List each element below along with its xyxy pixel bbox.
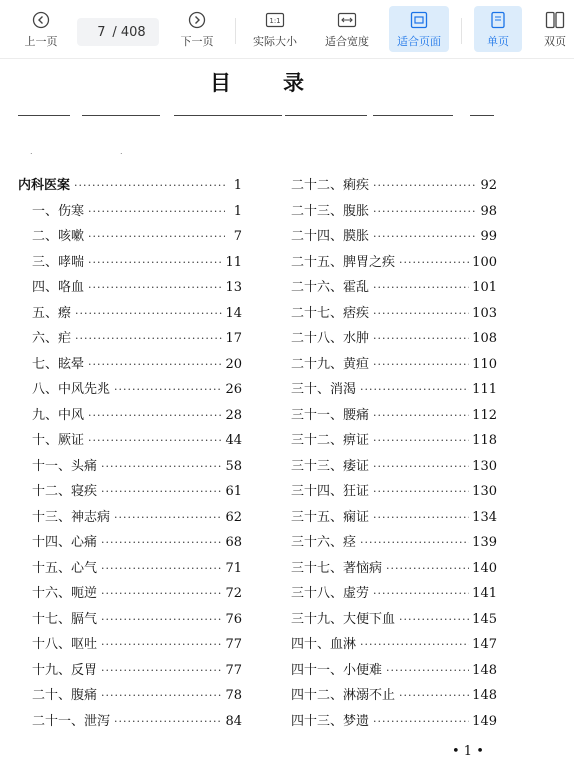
toc-entry[interactable] [18,174,242,200]
toc-entry-page: 145 [472,611,497,627]
viewer-toolbar [0,0,574,59]
fit-page-button[interactable] [389,6,449,52]
toc-entry-page: 76 [225,611,242,627]
toc-entry-page: 1 [233,178,242,193]
toc-entry-label: 三十九、大便下血 [291,611,396,627]
toc-entry-page: 140 [472,560,497,576]
fit-page-icon [409,10,429,30]
toc-entry-page: 118 [472,433,497,448]
toc-leader-dots [399,256,469,269]
toc-entry-label: 一、伤寒 [32,203,85,219]
toc-entry-label: 十七、膈气 [32,611,98,627]
toc-entry[interactable] [291,557,497,583]
actual-size-label: 实际大小 [253,34,297,48]
toc-entry-page: 84 [225,713,242,729]
toc-entry[interactable] [291,608,497,634]
toc-entry-page: 101 [472,280,497,295]
toc-leader-dots [114,511,222,524]
toc-leader-dots [75,307,222,320]
toc-entry-page: 134 [472,509,497,525]
toc-entry-page: 100 [472,254,497,270]
toc-entry-label: 四、咯血 [32,280,85,295]
prev-page-label: 上一页 [24,34,58,48]
toc-entry[interactable] [18,353,242,379]
toc-entry-label: 七、眩晕 [32,356,85,372]
toc-leader-dots [101,664,222,677]
toc-entry-label: 五、瘵 [32,305,72,321]
toc-leader-dots [88,230,225,243]
next-page-button[interactable] [172,6,222,52]
toc-entry[interactable] [18,225,242,251]
toc-entry-label: 三十、消渴 [291,382,357,397]
toc-entry-page: 71 [225,560,242,576]
toc-leader-dots [101,460,222,473]
toc-entry-page: 148 [472,662,497,678]
toc-leader-dots [101,689,222,702]
toc-entry-label: 四十、血淋 [291,637,357,652]
toc-entry-page: 147 [472,637,497,652]
toc-leader-dots [386,562,469,575]
toc-entry-label: 六、疟 [32,331,72,346]
toc-entry-page: 130 [472,484,497,499]
toc-entry-page: 68 [225,535,242,550]
toc-entry[interactable] [291,633,497,659]
toc-entry[interactable] [291,378,497,404]
toc-leader-dots [360,638,469,651]
toc-entry-page: 58 [225,458,242,474]
toc-entry-page: 44 [225,433,242,448]
toc-entry-page: 77 [225,662,242,678]
single-page-label: 单页 [487,34,509,48]
toc-leader-dots [114,383,222,396]
toc-entry[interactable] [291,302,497,328]
toc-entry[interactable] [18,659,242,685]
toc-entry-label: 十五、心气 [32,560,98,576]
toc-leader-dots [88,434,222,447]
toc-entry[interactable] [18,531,242,557]
fit-width-icon [337,10,357,30]
toc-entry-label: 十三、神志病 [32,509,111,525]
toc-entry[interactable] [18,302,242,328]
title-rule [82,115,160,116]
toc-entry[interactable] [291,710,497,736]
toc-entry-page: 141 [472,586,497,601]
toc-entry[interactable] [18,608,242,634]
toc-entry[interactable] [291,353,497,379]
toc-leader-dots [399,613,469,626]
toc-entry[interactable] [18,251,242,277]
toc-entry-page: 17 [225,331,242,346]
toc-entry[interactable] [18,582,242,608]
toc-entry-label: 二十七、痞疾 [291,305,370,321]
toc-entry-page: 148 [472,688,497,703]
toc-entry-page: 26 [225,382,242,397]
toc-entry-page: 112 [472,407,497,423]
toc-entry-page: 98 [480,203,497,219]
toc-entry-label: 二十、腹痛 [32,688,98,703]
toc-leader-dots [373,179,477,192]
double-page-button[interactable] [536,6,574,52]
toc-entry-label: 二十八、水肿 [291,331,370,346]
toc-entry-label: 九、中风 [32,407,85,423]
toc-entry-label: 三十四、狂证 [291,484,370,499]
toc-leader-dots [88,358,222,371]
toc-entry-label: 三十八、虚劳 [291,586,370,601]
toc-leader-dots [373,307,469,320]
toc-leader-dots [101,562,222,575]
page-indicator [77,18,159,46]
toc-leader-dots [101,485,222,498]
toc-entry-page: 13 [225,280,242,295]
toc-entry-page: 108 [472,331,497,346]
toc-entry-label: 二十六、霍乱 [291,280,370,295]
prev-page-button[interactable] [16,6,66,52]
toc-entry-label: 二十四、膜胀 [291,229,370,244]
toc-entry[interactable] [18,506,242,532]
toc-entry-label: 三十二、痹证 [291,433,370,448]
toc-entry-page: 61 [225,484,242,499]
toc-entry-page: 20 [225,356,242,372]
single-page-icon [490,10,506,30]
toc-leader-dots [114,715,222,728]
fit-width-button[interactable] [319,6,375,52]
toc-entry-page: 14 [225,305,242,321]
toc-entry-label: 十八、呕吐 [32,637,98,652]
toc-entry-label: 三十五、痫证 [291,509,370,525]
toc-entry[interactable] [291,327,497,353]
toolbar-divider [461,18,462,44]
toc-entry-label: 四十三、梦遗 [291,713,370,729]
double-page-label: 双页 [544,34,566,48]
toc-entry-label: 十一、头痛 [32,458,98,474]
toc-leader-dots [101,587,222,600]
toc-entry-page: 111 [472,382,497,397]
toc-entry-label: 四十二、淋溺不止 [291,688,396,703]
toc-leader-dots [360,536,469,549]
fit-page-label: 适合页面 [397,34,441,48]
toc-entry-page: 110 [472,356,497,372]
toc-leader-dots [101,613,222,626]
toc-entry-page: 99 [480,229,497,244]
actual-size-icon-text: 1:1 [269,16,281,25]
toc-leader-dots [75,332,222,345]
title-rule [174,115,282,116]
toc-entry[interactable] [18,327,242,353]
double-page-icon [545,10,565,30]
toc-entry-label: 内科医案 [18,178,71,193]
toc-entry-label: 二、咳嗽 [32,229,85,244]
toc-entry[interactable] [291,506,497,532]
toc-entry-label: 十四、心痛 [32,535,98,550]
toc-leader-dots [399,689,469,702]
toc-entry-page: 28 [225,407,242,423]
toc-entry-label: 十九、反胃 [32,662,98,678]
toc-entry[interactable] [18,455,242,481]
toc-leader-dots [88,205,225,218]
toc-entry[interactable] [18,684,242,710]
toc-entry-label: 三十一、腰痛 [291,407,370,423]
toc-entry-label: 三、哮喘 [32,254,85,270]
toc-entry[interactable] [291,582,497,608]
toc-entry-page: 72 [225,586,242,601]
toc-entry-page: 149 [472,713,497,729]
title-rule [470,115,494,116]
toc-entry[interactable] [18,276,242,302]
toc-leader-dots [88,256,222,269]
toc-entry[interactable] [18,557,242,583]
toc-leader-dots [373,205,477,218]
toc-leader-dots [373,230,477,243]
toc-entry-label: 十二、寝疾 [32,484,98,499]
toc-entry[interactable] [291,480,497,506]
toc-entry-label: 二十九、黄疸 [291,356,370,372]
toc-leader-dots [373,460,469,473]
toc-entry-label: 十、厥证 [32,433,85,448]
chevron-right-circle-icon [188,10,206,30]
toc-entry-label: 八、中风先兆 [32,382,111,397]
toc-entry[interactable] [18,200,242,226]
toc-entry[interactable] [291,225,497,251]
toc-entry-page: 7 [233,229,242,244]
toc-entry[interactable] [18,378,242,404]
toc-entry-page: 103 [472,305,497,321]
toc-entry-page: 1 [233,203,242,219]
fit-width-label: 适合宽度 [325,34,369,48]
chevron-left-circle-icon [32,10,50,30]
toc-entry-label: 三十七、著恼病 [291,560,383,576]
toc-entry[interactable] [291,659,497,685]
toolbar-divider [235,18,236,44]
toc-entry-label: 二十三、腹胀 [291,203,370,219]
toc-leader-dots [373,281,469,294]
toc-entry[interactable] [18,404,242,430]
toc-entry-page: 62 [225,509,242,525]
toc-right-column [291,174,497,735]
single-page-button[interactable] [474,6,522,52]
scan-speck: . [120,147,123,156]
toc-leader-dots [101,536,222,549]
page-title: 目录 [210,70,356,95]
actual-size-button[interactable] [247,6,303,52]
toc-entry[interactable] [291,455,497,481]
document-page [0,59,574,757]
toc-leader-dots [373,485,469,498]
toc-entry[interactable] [291,200,497,226]
toc-leader-dots [373,715,469,728]
toc-entry[interactable] [291,531,497,557]
toc-leader-dots [373,358,469,371]
toc-entry[interactable] [291,684,497,710]
toc-leader-dots [360,383,469,396]
toc-leader-dots [373,434,469,447]
toc-entry[interactable] [18,480,242,506]
toc-entry[interactable] [291,251,497,277]
toc-entry-page: 139 [472,535,497,550]
toc-entry-label: 三十三、痿证 [291,458,370,474]
toc-leader-dots [373,409,469,422]
toc-leader-dots [88,281,222,294]
toc-entry[interactable] [291,429,497,455]
title-rule [18,115,70,116]
title-rule [373,115,453,116]
toc-entry-page: 78 [225,688,242,703]
toc-entry-page: 130 [472,458,497,474]
toc-entry-label: 二十二、痢疾 [291,178,370,193]
toc-entry[interactable] [291,174,497,200]
toc-leader-dots [373,587,469,600]
toc-entry[interactable] [18,710,242,736]
toc-leader-dots [88,409,222,422]
toc-entry[interactable] [18,633,242,659]
scan-speck: . [30,147,33,156]
page-number: • 1 • [452,744,484,759]
toc-entry-label: 二十五、脾胃之疾 [291,254,396,270]
toc-leader-dots [101,638,222,651]
toc-entry-page: 77 [225,637,242,652]
toc-entry[interactable] [291,276,497,302]
actual-size-icon [265,10,285,30]
toc-left-column [18,174,242,735]
toc-leader-dots [386,664,469,677]
toc-leader-dots [373,511,469,524]
toc-entry-label: 四十一、小便难 [291,662,383,678]
title-rule [285,115,367,116]
total-pages: / 408 [112,24,146,40]
toc-entry[interactable] [18,429,242,455]
toc-entry-label: 二十一、泄泻 [32,713,111,729]
current-page-input[interactable] [90,25,112,40]
toc-entry-label: 十六、呃逆 [32,586,98,601]
toc-entry-page: 92 [480,178,497,193]
next-page-label: 下一页 [180,34,214,48]
toc-leader-dots [74,179,225,192]
toc-entry-label: 三十六、痉 [291,535,357,550]
toc-leader-dots [373,332,469,345]
toc-entry[interactable] [291,404,497,430]
toc-entry-page: 11 [225,254,242,270]
